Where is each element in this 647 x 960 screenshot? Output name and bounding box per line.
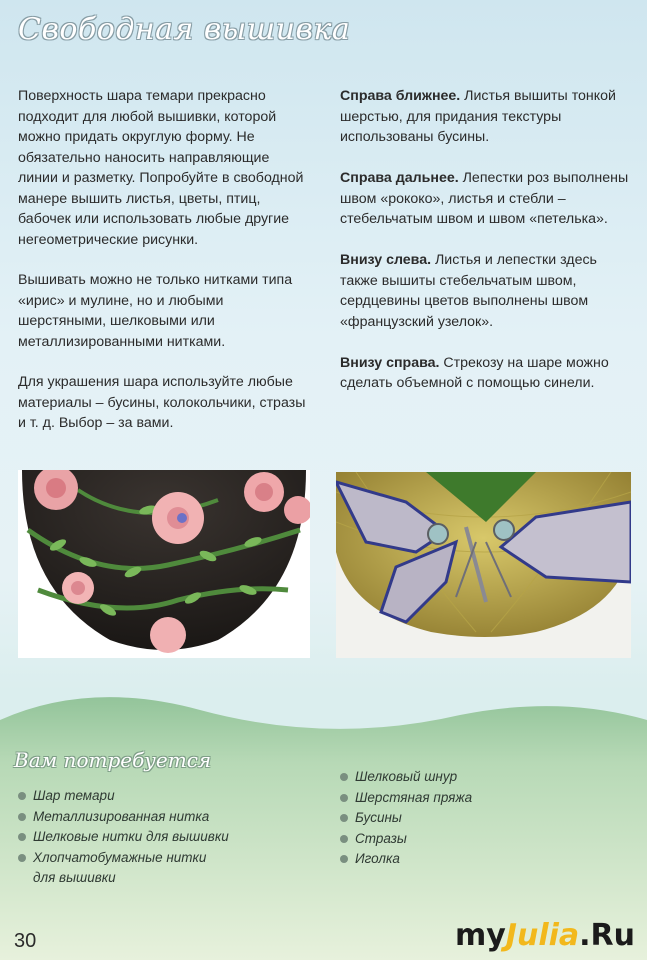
- list-item: Шелковый шнур: [340, 767, 580, 788]
- page-title: Свободная вышивка: [18, 12, 351, 47]
- requirements-title: Вам потребуется: [14, 748, 212, 772]
- photo-rose-embroidery: [18, 470, 310, 658]
- bullet-icon: [18, 792, 26, 800]
- list-item: Иголка: [340, 849, 580, 870]
- caption-heading: Внизу справа.: [340, 354, 440, 371]
- caption-text: Стрекозу на шаре можно сделать объемной с помощью синели.: [340, 354, 609, 391]
- paragraph: Вышивать можно не только нитками типа «ирис» и мулине, но и любыми шерстяными, шелковыми или металлизированными нитками.: [18, 272, 293, 350]
- list-item: Шерстяная пряжа: [340, 788, 580, 809]
- bullet-icon: [18, 813, 26, 821]
- photo-dragonfly-embroidery: [336, 472, 631, 658]
- list-item: Металлизированная нитка: [18, 807, 258, 828]
- bullet-icon: [340, 794, 348, 802]
- requirements-list-left: [18, 786, 258, 889]
- caption-text: Листья вышиты тонкой шерстью, для придания текстуры использованы бусины.: [340, 88, 616, 145]
- right-text-column: [340, 86, 630, 414]
- requirements-list-right: [340, 767, 580, 870]
- paragraph: Для украшения шара используйте любые материалы – бусины, колокольчики, стразы и т. д. Выбор – за вами.: [18, 374, 306, 431]
- list-item: Шелковые нитки для вышивки: [18, 827, 258, 848]
- list-item: Шар темари: [18, 786, 258, 807]
- caption-paragraph: [340, 86, 630, 148]
- caption-paragraph: [340, 250, 630, 332]
- caption-paragraph: [340, 168, 630, 230]
- caption-paragraph: [340, 353, 630, 394]
- bullet-icon: [18, 854, 26, 862]
- page-number: 30: [14, 930, 37, 952]
- bullet-icon: [340, 855, 348, 863]
- caption-text: Лепестки роз выполнены швом «рококо», листья и стебли – стебельчатым швом и швом «петелька».: [340, 170, 629, 227]
- bullet-icon: [340, 814, 348, 822]
- paragraph: Поверхность шара темари прекрасно подходит для любой вышивки, которой можно придать округлую форму. Не обязательно наносить направляющие линии и разметку. Попробуйте в свободной манере вышить листья, цветы, птиц, бабочек или использовать любые другие негеометрические рисунки.: [18, 88, 304, 248]
- watermark: myJulia.Ru: [454, 918, 635, 953]
- list-item: Стразы: [340, 829, 580, 850]
- caption-text: Листья и лепестки здесь также вышиты стебельчатым швом, сердцевины цветов выполнены швом «французский узелок».: [340, 252, 597, 330]
- caption-heading: Справа ближнее.: [340, 88, 461, 104]
- bullet-icon: [18, 833, 26, 841]
- caption-heading: Внизу слева.: [340, 252, 432, 268]
- caption-heading: Справа дальнее.: [340, 170, 459, 186]
- bullet-icon: [340, 835, 348, 843]
- bullet-icon: [340, 773, 348, 781]
- left-text-column: [18, 86, 310, 454]
- list-item: Бусины: [340, 808, 580, 829]
- list-item: Хлопчатобумажные нитки для вышивки: [18, 848, 223, 889]
